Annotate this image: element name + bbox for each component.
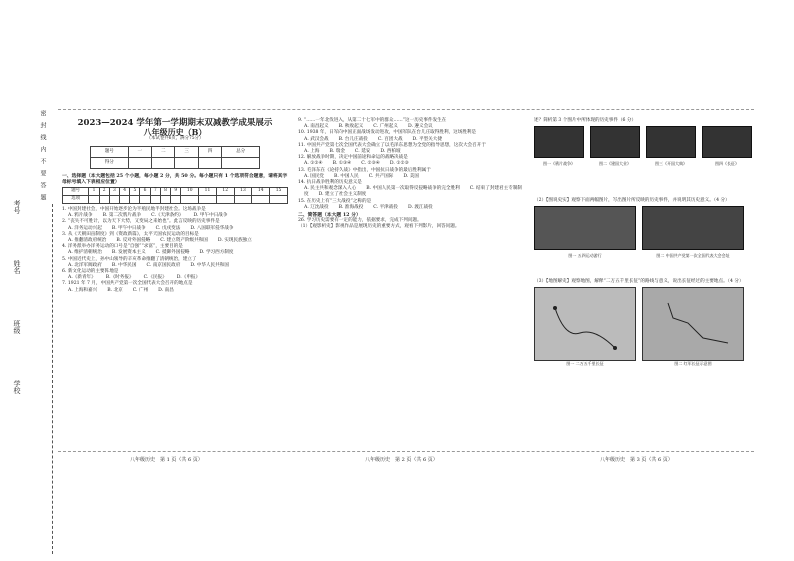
- answer-choice-cell[interactable]: [252, 196, 270, 204]
- option-choice[interactable]: D. 遵义会议: [407, 124, 433, 130]
- question-item: [298, 168, 524, 180]
- answer-choice-cell[interactable]: [270, 196, 288, 204]
- option-choice[interactable]: A. 鸦片战争: [68, 213, 93, 219]
- score-value-row: [91, 157, 260, 168]
- photo-card: [646, 126, 696, 167]
- answer-choice-cell[interactable]: [160, 196, 170, 204]
- answer-number-cell: 13: [234, 188, 252, 196]
- option-choice[interactable]: D. 南昌: [158, 287, 174, 293]
- answer-choice-cell[interactable]: [234, 196, 252, 204]
- score-input-cell[interactable]: [175, 157, 198, 168]
- page-footer-1: 八年级历史 第 1 页（共 6 页）: [130, 457, 203, 463]
- answer-number-cell: 10: [181, 188, 199, 196]
- option-choice[interactable]: A.《新青年》: [68, 275, 96, 281]
- section2-item1: （1）【观影析史】影视作品是展现历史的重要方式，观看下列影片，回答问题。: [298, 224, 460, 230]
- answer-grid: [62, 187, 288, 204]
- exam-subtitle: 八年级历史（B）: [143, 127, 207, 138]
- option-choice[interactable]: B. 淮海战役: [338, 204, 364, 210]
- score-input-cell[interactable]: [152, 157, 175, 168]
- option-choice[interactable]: A. ①②④: [304, 161, 323, 167]
- option-choice[interactable]: B. 发展资本主义: [111, 250, 146, 256]
- map-card: [642, 287, 744, 367]
- answer-choice-cell[interactable]: [99, 196, 109, 204]
- historical-photo: [642, 206, 744, 250]
- question-text: 13. 毛泽东在《论持久战》中指出，中国抗日战争的最后胜利属于: [298, 167, 431, 173]
- column-page-3: [534, 118, 754, 370]
- score-cell: 得分: [91, 157, 129, 168]
- answer-choice-cell[interactable]: [130, 196, 140, 204]
- option-choice[interactable]: C. 结束了封建君主专制制度: [304, 186, 522, 198]
- option-choice[interactable]: A. 辽沈战役: [304, 204, 329, 210]
- score-cell: 一: [128, 146, 151, 157]
- score-input-cell[interactable]: [222, 157, 260, 168]
- question-item: [298, 143, 524, 155]
- option-choice[interactable]: A. 推翻清政府统治: [68, 238, 107, 244]
- name-label: 姓名: [13, 260, 21, 274]
- option-choice[interactable]: B. 秋收起义: [338, 124, 364, 130]
- section1-heading: 一、选择题（本大题包括 25 个小题，每小题 2 分，共 50 分。每小题只有 1 个选项符合题意，请将其字母标号填入下表相应位置）: [62, 172, 288, 185]
- option-choice[interactable]: A. 洋务运动兴起: [68, 225, 102, 231]
- answer-number-cell: 11: [199, 188, 217, 196]
- question-item: [62, 219, 288, 231]
- option-choice[interactable]: B.《时务报》: [105, 275, 134, 281]
- answer-number-cell: 4: [120, 188, 130, 196]
- option-choice[interactable]: C. 抵御外国侵略: [155, 250, 190, 256]
- photo-card: [534, 206, 636, 259]
- score-cell: 四: [198, 146, 221, 157]
- map-route-icon: [643, 288, 743, 360]
- question-text: 14. 抗日战争胜利的历史意义是: [298, 180, 362, 186]
- binding-warning: 密 封 线 内 不 要 答 题: [39, 110, 46, 200]
- question-text: 7. 1921 年 7 月，中国共产党第一次全国代表大会召开的地点是: [62, 281, 193, 287]
- answer-choice-row: [63, 196, 288, 204]
- photo-card: [590, 126, 640, 167]
- answer-number-cell: 8: [160, 188, 170, 196]
- option-choice[interactable]: B. 甲午中日战争: [111, 225, 146, 231]
- col3-intro: 述？简析第 3 个图片中所体现的历史事件（6 分）: [534, 118, 637, 123]
- question-options: [304, 205, 524, 211]
- photo-caption: 图二《建国大业》: [599, 161, 631, 167]
- score-cell: 总分: [222, 146, 260, 157]
- map-image: [642, 287, 744, 361]
- exam-no-label: 考号: [13, 200, 21, 214]
- option-choice[interactable]: C. 广州: [132, 287, 149, 293]
- option-choice[interactable]: D. 八国联军侵华战争: [190, 225, 234, 231]
- score-cell: 二: [152, 146, 175, 157]
- option-choice[interactable]: D. 中华人民共和国: [190, 262, 229, 268]
- score-cell: 题号: [91, 146, 129, 157]
- exam-note: （本试卷共6页，满分75分）: [146, 136, 204, 142]
- map-row: [534, 287, 754, 367]
- answer-choice-cell[interactable]: [140, 196, 150, 204]
- option-choice[interactable]: C. 百团大战: [377, 136, 403, 142]
- page-footer-3: 八年级历史 第 3 页（共 6 页）: [600, 457, 673, 463]
- film-still-image: [534, 126, 584, 158]
- map-caption: 图一 二万五千里长征: [566, 361, 604, 367]
- exam-title: 2023—2024 学年第一学期期末双减教学成果展示: [77, 118, 273, 128]
- option-choice[interactable]: A. 民主共和观念深入人心: [304, 186, 357, 192]
- option-choice[interactable]: B. 中国人民: [334, 173, 359, 179]
- option-choice[interactable]: C. ②③④: [361, 161, 380, 167]
- map-card: [534, 287, 636, 367]
- option-choice[interactable]: D. 学习西方制度: [199, 250, 234, 256]
- score-input-cell[interactable]: [128, 157, 151, 168]
- question-item: [62, 207, 288, 219]
- option-choice[interactable]: C. 延安: [354, 149, 371, 155]
- col3-item3: （3）【地图解史】观察地图，解释“二万五千里长征”的路线与意义，说出长征经过的主要地点。（4 分）: [534, 279, 744, 285]
- question-text: 4. 洋务派举办洋务运动的口号是“自强”“求富”，主要目的是: [62, 244, 183, 250]
- column-page-2: [298, 118, 524, 231]
- option-choice[interactable]: A. 南昌起义: [304, 124, 329, 130]
- option-choice[interactable]: A. 国民党: [304, 173, 325, 179]
- answer-number-cell: 15: [270, 188, 288, 196]
- question-item: [298, 180, 524, 199]
- question-text: 3. 从《天朝田亩制度》到《资政新篇》，太平天国农民运动的目标是: [62, 231, 199, 237]
- film-still-image: [646, 126, 696, 158]
- col3-item2: （2）【图说史实】观察下面两幅图片，写出图片所反映的历史事件，并说明其历史意义。（4 分）: [534, 197, 730, 203]
- answer-choice-cell[interactable]: [216, 196, 234, 204]
- option-choice[interactable]: A. 北洋军阀政府: [68, 262, 102, 268]
- option-choice[interactable]: B. 台儿庄战役: [338, 136, 368, 142]
- film-still-image: [590, 126, 640, 158]
- column-page-1: [62, 118, 288, 294]
- answer-number-cell: 5: [130, 188, 140, 196]
- answer-number-cell: 6: [140, 188, 150, 196]
- question-item: [62, 281, 288, 293]
- photo-caption: 图一 五四运动游行: [568, 253, 602, 259]
- answer-choice-cell[interactable]: [89, 196, 99, 204]
- question-list-2: [298, 118, 524, 211]
- option-choice[interactable]: D. 西柏坡: [380, 149, 401, 155]
- photo-caption: 图三《开国大典》: [655, 161, 687, 167]
- film-still-image: [702, 126, 752, 158]
- option-choice[interactable]: C. 共产国际: [368, 173, 394, 179]
- question-text: 11. 中国共产党第七次全国代表大会确立了以毛泽东思想为全党的指导思想，这次大会召开于: [298, 142, 486, 148]
- option-choice[interactable]: B. 北京: [107, 287, 123, 293]
- map-caption: 图二 红军长征示意图: [674, 361, 712, 367]
- answer-number-row: [63, 188, 288, 196]
- answer-choice-cell[interactable]: [120, 196, 130, 204]
- photo-row-1: [534, 126, 754, 167]
- answer-number-cell: 2: [99, 188, 109, 196]
- option-choice[interactable]: D. 甲午中日战争: [193, 213, 228, 219]
- option-choice[interactable]: B. 第二次鸦片战争: [102, 213, 142, 219]
- binding-margin: [0, 100, 58, 460]
- question-item: [298, 155, 524, 167]
- option-choice[interactable]: A. 武汉会战: [304, 136, 329, 142]
- answer-row-label: 选项: [63, 196, 89, 204]
- photo-card: [534, 126, 584, 167]
- answer-number-cell: 14: [252, 188, 270, 196]
- option-choice[interactable]: C.《民报》: [143, 275, 167, 281]
- question-item: [62, 244, 288, 256]
- question-options: [68, 288, 288, 294]
- option-choice[interactable]: B. 瑞金: [329, 149, 345, 155]
- question-item: [62, 269, 288, 281]
- section2-intro: 26. 学习历史需要有一定的能力，依据要求，完成下列问题。: [298, 218, 422, 224]
- question-text: 5. 中国近代史上，孙中山领导的辛亥革命推翻了清朝统治，建立了: [62, 256, 197, 262]
- question-options: [304, 186, 524, 198]
- question-list-1: [62, 207, 288, 294]
- map-image: [534, 287, 636, 361]
- page-footer-2: 八年级历史 第 2 页（共 6 页）: [365, 457, 438, 463]
- score-cell: 三: [175, 146, 198, 157]
- question-item: [298, 118, 524, 130]
- class-label: 班级: [13, 320, 21, 334]
- map-route-icon: [535, 288, 635, 360]
- option-choice[interactable]: B. ①③④: [332, 161, 352, 167]
- option-choice[interactable]: C. 平津战役: [373, 204, 398, 210]
- option-choice[interactable]: A. 上海和嘉兴: [68, 287, 98, 293]
- option-choice[interactable]: C. 南京国民政府: [146, 262, 181, 268]
- answer-choice-cell[interactable]: [171, 196, 181, 204]
- option-choice[interactable]: D. 建立了社会主义制度: [318, 192, 367, 198]
- question-item: [62, 232, 288, 244]
- option-choice[interactable]: B. 反对外国侵略: [116, 238, 151, 244]
- question-text: 10. 1938 年，日军向中国正面战场发动进攻，中国军队在台儿庄取得胜利，这场胜利是: [298, 130, 477, 136]
- question-item: [62, 257, 288, 269]
- option-choice[interactable]: C.《天津条约》: [151, 213, 184, 219]
- photo-row-2: [534, 206, 754, 259]
- photo-card: [642, 206, 744, 259]
- photo-caption: 图二 中国共产党第一次全国代表大会会址: [656, 253, 730, 259]
- option-choice[interactable]: A. 上海: [304, 149, 320, 155]
- option-choice[interactable]: C. 广州起义: [373, 124, 398, 130]
- answer-row-label: 题号: [63, 188, 89, 196]
- bottom-divider: [58, 451, 754, 452]
- question-item: [298, 130, 524, 142]
- option-choice[interactable]: A. 维护清朝统治: [68, 250, 102, 256]
- option-choice[interactable]: D. 美国: [403, 173, 419, 179]
- question-text: 9. “……一年北伐进入，从第二十七军中的群众……”这一历史事件发生在: [298, 118, 447, 123]
- school-label: 学校: [13, 380, 21, 394]
- photo-card: [702, 126, 752, 167]
- option-choice[interactable]: B. 中华民国: [111, 262, 137, 268]
- question-text: 2. “丧失不可胜计，以为天下大势，又变局之来始也”。此言反映的历史事件是: [62, 219, 220, 225]
- answer-number-cell: 3: [109, 188, 119, 196]
- binding-line: [52, 204, 53, 554]
- question-text: 6. 新文化运动的主要阵地是: [62, 269, 119, 275]
- option-choice[interactable]: D. ①②③: [389, 161, 409, 167]
- score-header-row: [91, 146, 260, 157]
- option-choice[interactable]: D. 平型关大捷: [412, 136, 442, 142]
- option-choice[interactable]: B. 中国人民第一次取得反侵略战争的完全胜利: [366, 186, 460, 192]
- answer-choice-cell[interactable]: [199, 196, 217, 204]
- question-text: 1. 中国封建社会，中国开始逐步沦为半殖民地半封建社会。这场战争是: [62, 207, 206, 213]
- top-divider: [58, 109, 754, 110]
- option-choice[interactable]: D.《申报》: [176, 275, 201, 281]
- answer-number-cell: 12: [216, 188, 234, 196]
- option-choice[interactable]: D. 实现民族独立: [217, 238, 252, 244]
- answer-number-cell: 9: [171, 188, 181, 196]
- answer-choice-cell[interactable]: [109, 196, 119, 204]
- option-choice[interactable]: C. 戊戌变法: [155, 225, 181, 231]
- score-table: [90, 146, 260, 169]
- answer-number-cell: 7: [150, 188, 160, 196]
- question-item: [298, 199, 524, 211]
- photo-caption: 图四《长征》: [715, 161, 739, 167]
- option-choice[interactable]: D. 渡江战役: [407, 204, 433, 210]
- option-choice[interactable]: C. 建立资产阶级共和国: [160, 238, 208, 244]
- score-input-cell[interactable]: [198, 157, 221, 168]
- photo-caption: 图一《鸦片战争》: [543, 161, 575, 167]
- answer-choice-cell[interactable]: [150, 196, 160, 204]
- answer-number-cell: 1: [89, 188, 99, 196]
- question-text: 15. 在历史上有“三大战役”之称的是: [298, 198, 372, 204]
- section2-heading: 二、简答题（本大题 12 分）: [298, 212, 361, 219]
- historical-photo: [534, 206, 636, 250]
- question-text: 12. 解放战争时期，决定中国前途和命运的战略决战是: [298, 155, 408, 161]
- answer-choice-cell[interactable]: [181, 196, 199, 204]
